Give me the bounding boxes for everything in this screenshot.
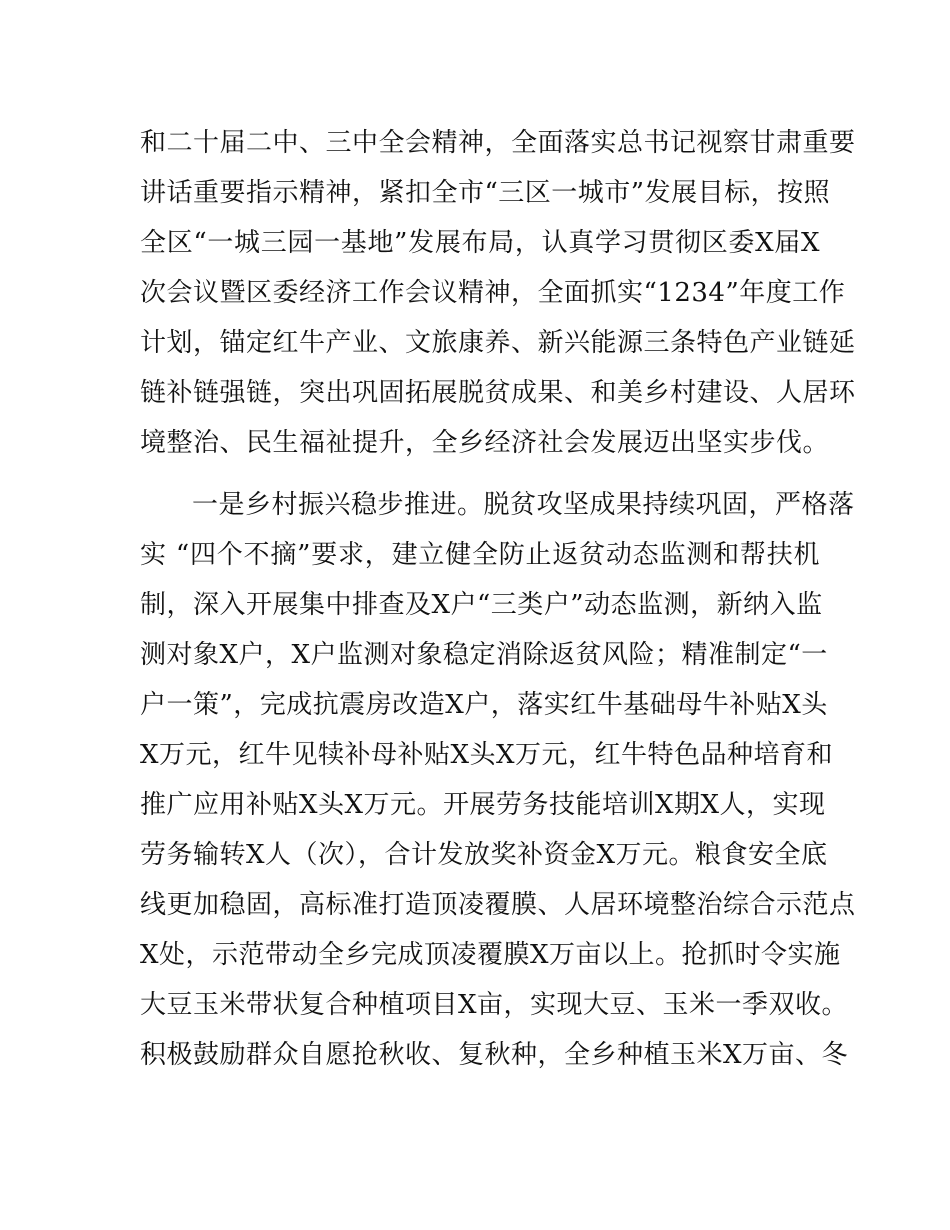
paragraph-2-line-9: 线更加稳固，高标准打造顶凌覆膜、人居环境整治综合示范点 — [140, 890, 856, 920]
paragraph-2-line-4: 测对象X户，X户监测对象稳定消除返贫风险；精准制定“一 — [140, 640, 828, 670]
paragraph-2-line-3: 制，深入开展集中排查及X户“三类户”动态监测，新纳入监 — [140, 590, 823, 620]
paragraph-2-line-1: 一是乡村振兴稳步推进。脱贫攻坚成果持续巩固，严格落 — [192, 490, 855, 520]
paragraph-1-line-3: 全区“一城三园一基地”发展布局，认真学习贯彻区委X届X — [140, 228, 820, 258]
paragraph-2-line-5: 户一策”，完成抗震房改造X户，落实红牛基础母牛补贴X头 — [140, 690, 828, 720]
paragraph-1-line-2: 讲话重要指示精神，紧扣全市“三区一城市”发展目标，按照 — [140, 178, 831, 208]
paragraph-2-line-7: 推广应用补贴X头X万元。开展劳务技能培训X期X人，实现 — [140, 790, 826, 820]
paragraph-1-line-4: 次会议暨区委经济工作会议精神，全面抓实“1234”年度工作 — [140, 278, 846, 308]
paragraph-1-line-5: 计划，锚定红牛产业、文旅康养、新兴能源三条特色产业链延 — [140, 328, 856, 358]
paragraph-2-line-2: 实 “四个不摘”要求，建立健全防止返贫动态监测和帮扶机 — [140, 540, 820, 570]
paragraph-2-line-8: 劳务输转X人（次），合计发放奖补资金X万元。粮食安全底 — [140, 840, 828, 870]
paragraph-2-line-6: X万元，红牛见犊补母补贴X头X万元，红牛特色品种培育和 — [140, 740, 834, 770]
paragraph-2-line-12: 积极鼓励群众自愿抢秋收、复秋种，全乡种植玉米X万亩、冬 — [140, 1040, 849, 1070]
paragraph-2-line-11: 大豆玉米带状复合种植项目X亩，实现大豆、玉米一季双收。 — [140, 990, 849, 1020]
paragraph-1-line-7: 境整治、民生福祉提升，全乡经济社会发展迈出坚实步伐。 — [140, 428, 830, 458]
paragraph-1-line-1: 和二十届二中、三中全会精神，全面落实总书记视察甘肃重要 — [140, 128, 856, 158]
paragraph-1-line-6: 链补链强链，突出巩固拓展脱贫成果、和美乡村建设、人居环 — [140, 378, 856, 408]
paragraph-2-line-10: X处，示范带动全乡完成顶凌覆膜X万亩以上。抢抓时令实施 — [140, 940, 841, 970]
